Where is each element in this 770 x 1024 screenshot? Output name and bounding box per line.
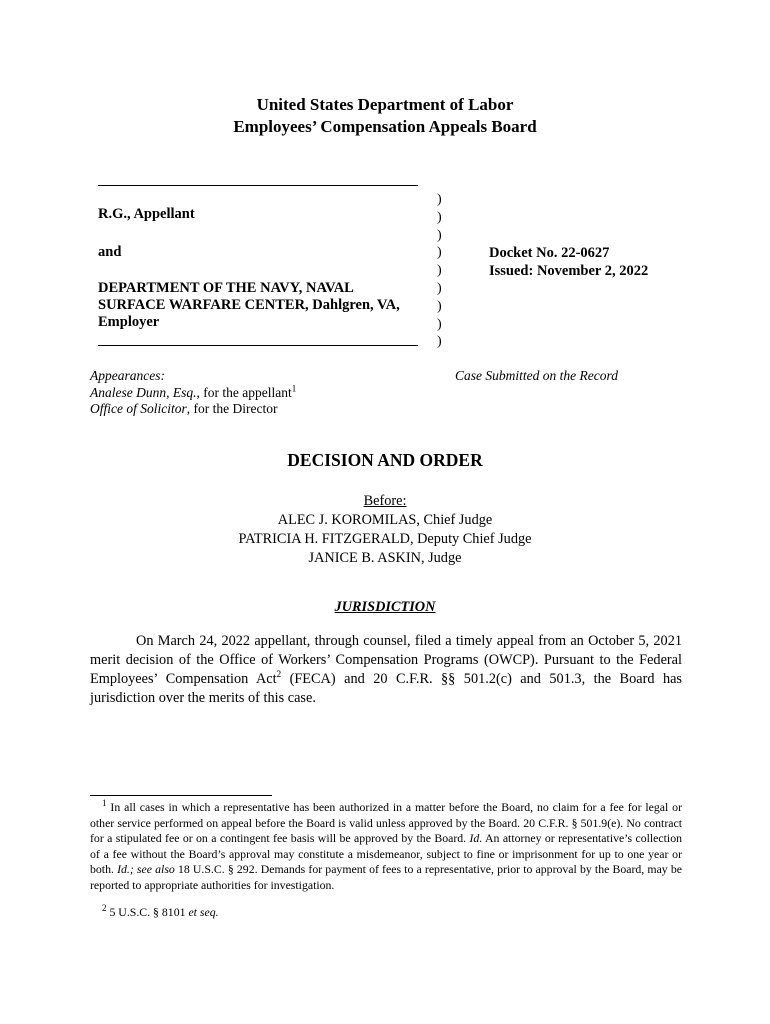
paren: ) — [437, 263, 442, 279]
footnote-2-et-seq: et seq. — [188, 905, 219, 919]
judge-2: PATRICIA H. FITZGERALD, Deputy Chief Judge — [238, 531, 532, 547]
board-name: Employees’ Compensation Appeals Board — [233, 117, 537, 136]
judge-3: JANICE B. ASKIN, Judge — [308, 550, 462, 566]
paren: ) — [437, 334, 442, 350]
paren: ) — [437, 298, 442, 314]
footnote-1-see-also: Id.; see also — [117, 862, 175, 876]
paren: ) — [437, 245, 442, 261]
appellant-counsel-role: , for the appellant — [196, 385, 292, 400]
employer-line-3: Employer — [98, 314, 160, 330]
footnote-2 — [90, 905, 682, 921]
director-counsel-role: , for the Director — [186, 401, 278, 416]
footnote-1-text-a: In all cases in which a representative has been authorized in a matter before the Board, no claim for a fee for legal or other service performed on appeal before the Board is valid unless approved by the Board. 20 C.F.R. § 501.9(e). No contract for a stipulated fee or on a contingent fee basis will be approved by the Board. — [90, 800, 683, 845]
footnote-ref-2: 2 — [276, 669, 282, 680]
jurisdiction-heading: JURISDICTION — [334, 599, 436, 615]
footnote-1-text-b: An attorney or representative’s collection of a fee without the Board’s approval may constitute a misdemeanor, subject to fine or imprisonment for up to one year or both. — [90, 831, 683, 876]
caption-and: and — [98, 244, 122, 260]
agency-name: United States Department of Labor — [256, 95, 514, 114]
appearance-director — [90, 401, 277, 418]
footnote-1 — [90, 800, 682, 893]
paren: ) — [437, 209, 442, 225]
caption-top-rule — [98, 185, 418, 186]
jurisdiction-paragraph — [90, 632, 682, 708]
footnote-separator — [90, 795, 272, 796]
caption-bottom-rule — [98, 345, 418, 346]
footnote-1-id: Id. — [469, 831, 483, 845]
footnote-2-number: 2 — [102, 903, 107, 914]
paren: ) — [437, 316, 442, 332]
paren: ) — [437, 192, 442, 207]
decision-title: DECISION AND ORDER — [287, 450, 483, 470]
caption-parens — [437, 191, 445, 351]
paren: ) — [437, 227, 442, 243]
issued-date: Issued: November 2, 2022 — [489, 263, 649, 279]
paragraph-text-2: (FECA) and 20 C.F.R. §§ 501.2(c) and 501.3, the Board has jurisdiction over the merits of this case. — [90, 671, 682, 706]
employer-line-2: SURFACE WARFARE CENTER, Dahlgren, VA, — [98, 297, 400, 313]
before-label: Before: — [363, 493, 407, 509]
director-counsel: Office of Solicitor — [90, 401, 187, 416]
employer-line-1: DEPARTMENT OF THE NAVY, NAVAL — [98, 280, 354, 296]
panel — [0, 492, 770, 568]
paren: ) — [437, 280, 442, 296]
docket-number: Docket No. 22-0627 — [489, 245, 610, 261]
footnote-1-number: 1 — [102, 798, 107, 809]
paragraph-text-1: On March 24, 2022 appellant, through counsel, filed a timely appeal from an October 5, 2021 merit decision of the Office of Workers’ Compensation Programs (OWCP). Pursuant to the Federal Employees’ Compensation Act — [90, 633, 682, 687]
footnote-ref-1: 1 — [291, 383, 297, 394]
case-submitted: Case Submitted on the Record — [455, 368, 618, 383]
appearances-label: Appearances: — [90, 368, 165, 383]
appellant-counsel: Analese Dunn, Esq. — [90, 385, 197, 400]
appearance-appellant — [90, 385, 296, 402]
footnote-1-text-c: 18 U.S.C. § 292. Demands for payment of fees to a representative, prior to approval by the Board, may be reported to appropriate authorities for investigation. — [90, 862, 682, 892]
footnote-2-text: 5 U.S.C. § 8101 — [109, 905, 189, 919]
judge-1: ALEC J. KOROMILAS, Chief Judge — [277, 512, 493, 528]
appellant-name: R.G., Appellant — [98, 206, 195, 222]
